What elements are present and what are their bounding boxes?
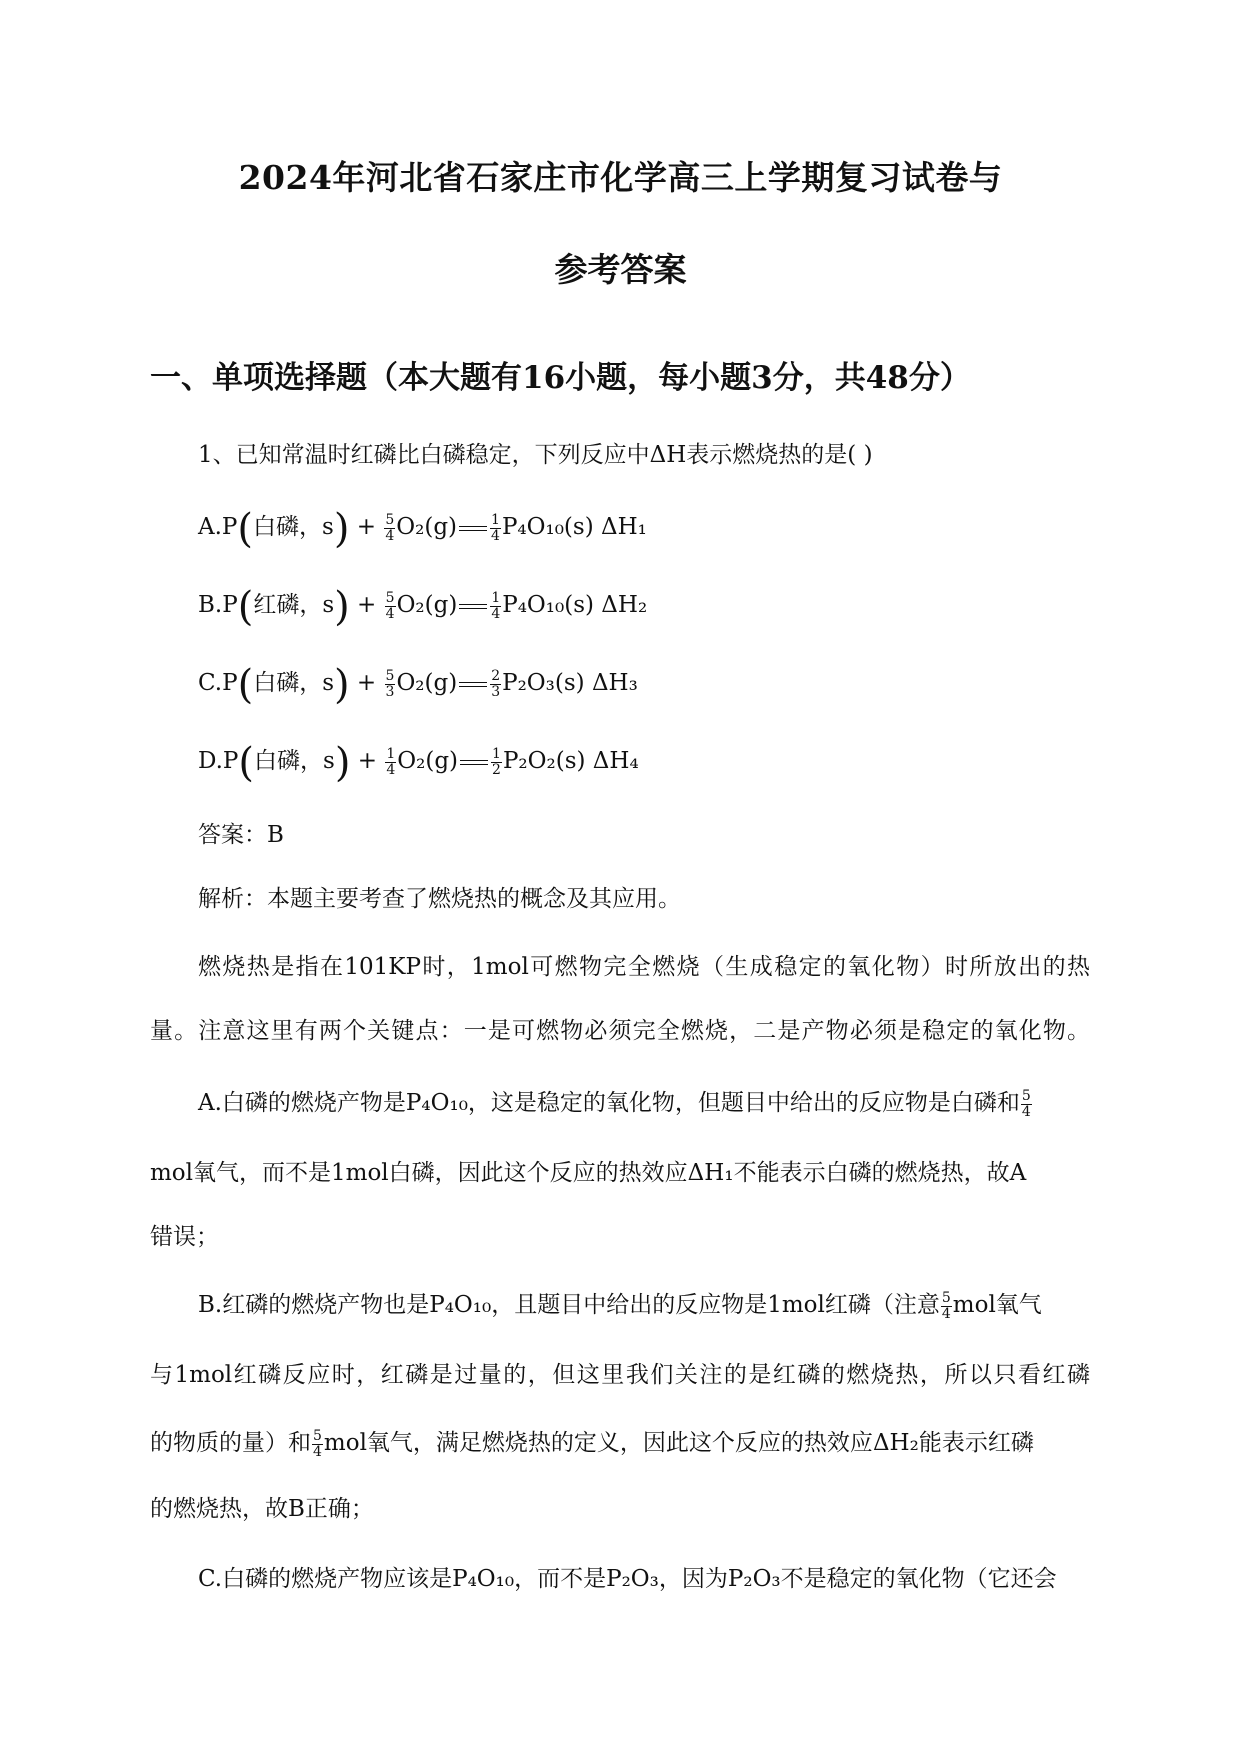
option-enthalpy: ΔH₂ bbox=[593, 592, 648, 618]
option-enthalpy: ΔH₄ bbox=[585, 748, 639, 774]
option-label: B.P bbox=[198, 592, 238, 618]
fraction: $\frac{5}{4}$ bbox=[941, 1289, 951, 1322]
fraction: $\frac{5}{4}$ bbox=[1021, 1087, 1031, 1120]
oxygen: O₂(g) bbox=[396, 670, 458, 696]
fraction: $\frac{1}{4}$ bbox=[386, 745, 396, 778]
fraction: $\frac{5}{4}$ bbox=[385, 589, 395, 622]
oxygen: O₂(g) bbox=[397, 748, 459, 774]
fraction: $\frac{5}{4}$ bbox=[313, 1427, 322, 1460]
option-product: P₄O₁₀(s) bbox=[501, 514, 594, 540]
option-c: C.P(白磷，s) + $\frac{5}{3}$ O₂(g) $\frac{2}{3}$ P₂O₃(s) ΔH₃ bbox=[198, 662, 638, 708]
paragraph-definition-line1: 燃烧热是指在101KP时，1mol可燃物完全燃烧（生成稳定的氧化物）时所放出的热 bbox=[198, 954, 1090, 980]
option-phosphorus: 红磷，s bbox=[253, 592, 335, 618]
answer: 答案：B bbox=[198, 822, 284, 848]
option-enthalpy: ΔH₃ bbox=[584, 670, 638, 696]
title-line-1: 2024年河北省石家庄市化学高三上学期复习试卷与 bbox=[238, 158, 1003, 197]
equals-sign bbox=[459, 526, 487, 531]
option-product: P₂O₃(s) bbox=[502, 670, 585, 696]
oxygen: O₂(g) bbox=[396, 514, 458, 540]
option-label: C.P bbox=[198, 670, 238, 696]
option-label: D.P bbox=[198, 748, 239, 774]
option-product: P₄O₁₀(s) bbox=[502, 592, 594, 618]
fraction: $\frac{1}{4}$ bbox=[491, 511, 500, 544]
paragraph-definition-line2: 量。注意这里有两个关键点：一是可燃物必须完全燃烧，二是产物必须是稳定的氧化物。 bbox=[150, 1018, 1090, 1044]
analysis-intro: 解析：本题主要考查了燃烧热的概念及其应用。 bbox=[198, 886, 681, 912]
option-enthalpy: ΔH₁ bbox=[593, 514, 647, 540]
equals-sign bbox=[459, 604, 487, 609]
fraction: $\frac{5}{3}$ bbox=[385, 667, 395, 700]
option-a: A.P(白磷，s) + $\frac{5}{4}$ O₂(g) $\frac{1}{4}$ P₄O₁₀(s) ΔH₁ bbox=[198, 506, 647, 552]
paragraph-a-line2: mol氧气，而不是1mol白磷，因此这个反应的热效应ΔH₁不能表示白磷的燃烧热，故A bbox=[150, 1160, 1027, 1186]
fraction: $\frac{2}{3}$ bbox=[491, 667, 501, 700]
option-phosphorus: 白磷，s bbox=[253, 514, 334, 540]
paragraph-b-line4: 的燃烧热，故B正确； bbox=[150, 1496, 374, 1522]
paragraph-a-line1: A.白磷的燃烧产物是P₄O₁₀，这是稳定的氧化物，但题目中给出的反应物是白磷和 $\frac{5}{4}$ bbox=[198, 1087, 1031, 1120]
paragraph-b-line1: B.红磷的燃烧产物也是P₄O₁₀，且题目中给出的反应物是1mol红磷（注意 $\frac{5}{4}$ mol氧气 bbox=[198, 1289, 1042, 1322]
paragraph-b-line2: 与1mol红磷反应时，红磷是过量的，但这里我们关注的是红磷的燃烧热，所以只看红磷 bbox=[150, 1362, 1090, 1388]
question-stem: 1、已知常温时红磷比白磷稳定，下列反应中ΔH表示燃烧热的是( ) bbox=[198, 442, 873, 468]
option-phosphorus: 白磷，s bbox=[254, 748, 335, 774]
fraction: $\frac{1}{4}$ bbox=[491, 589, 501, 622]
paragraph-a-line3: 错误； bbox=[150, 1224, 219, 1250]
option-b: B.P(红磷，s) + $\frac{5}{4}$ O₂(g) $\frac{1}{4}$ P₄O₁₀(s) ΔH₂ bbox=[198, 584, 648, 630]
paragraph-b-line3: 的物质的量）和 $\frac{5}{4}$ mol氧气，满足燃烧热的定义，因此这个反应的热效应ΔH₂能表示红磷 bbox=[150, 1427, 1034, 1460]
equals-sign bbox=[460, 760, 488, 765]
section-heading: 一、单项选择题（本大题有16小题，每小题3分，共48分） bbox=[150, 360, 971, 396]
equals-sign bbox=[459, 682, 487, 687]
option-phosphorus: 白磷，s bbox=[253, 670, 334, 696]
option-d: D.P(白磷，s) + $\frac{1}{4}$ O₂(g) $\frac{1}{2}$ P₂O₂(s) ΔH₄ bbox=[198, 740, 639, 786]
fraction: $\frac{1}{2}$ bbox=[492, 745, 501, 778]
oxygen: O₂(g) bbox=[396, 592, 458, 618]
title-line-2: 参考答案 bbox=[554, 250, 687, 289]
paragraph-c-line1: C.白磷的燃烧产物应该是P₄O₁₀，而不是P₂O₃，因为P₂O₃不是稳定的氧化物（它还会 bbox=[198, 1566, 1057, 1592]
option-product: P₂O₂(s) bbox=[502, 748, 586, 774]
fraction: $\frac{5}{4}$ bbox=[385, 511, 395, 544]
option-label: A.P bbox=[198, 514, 238, 540]
